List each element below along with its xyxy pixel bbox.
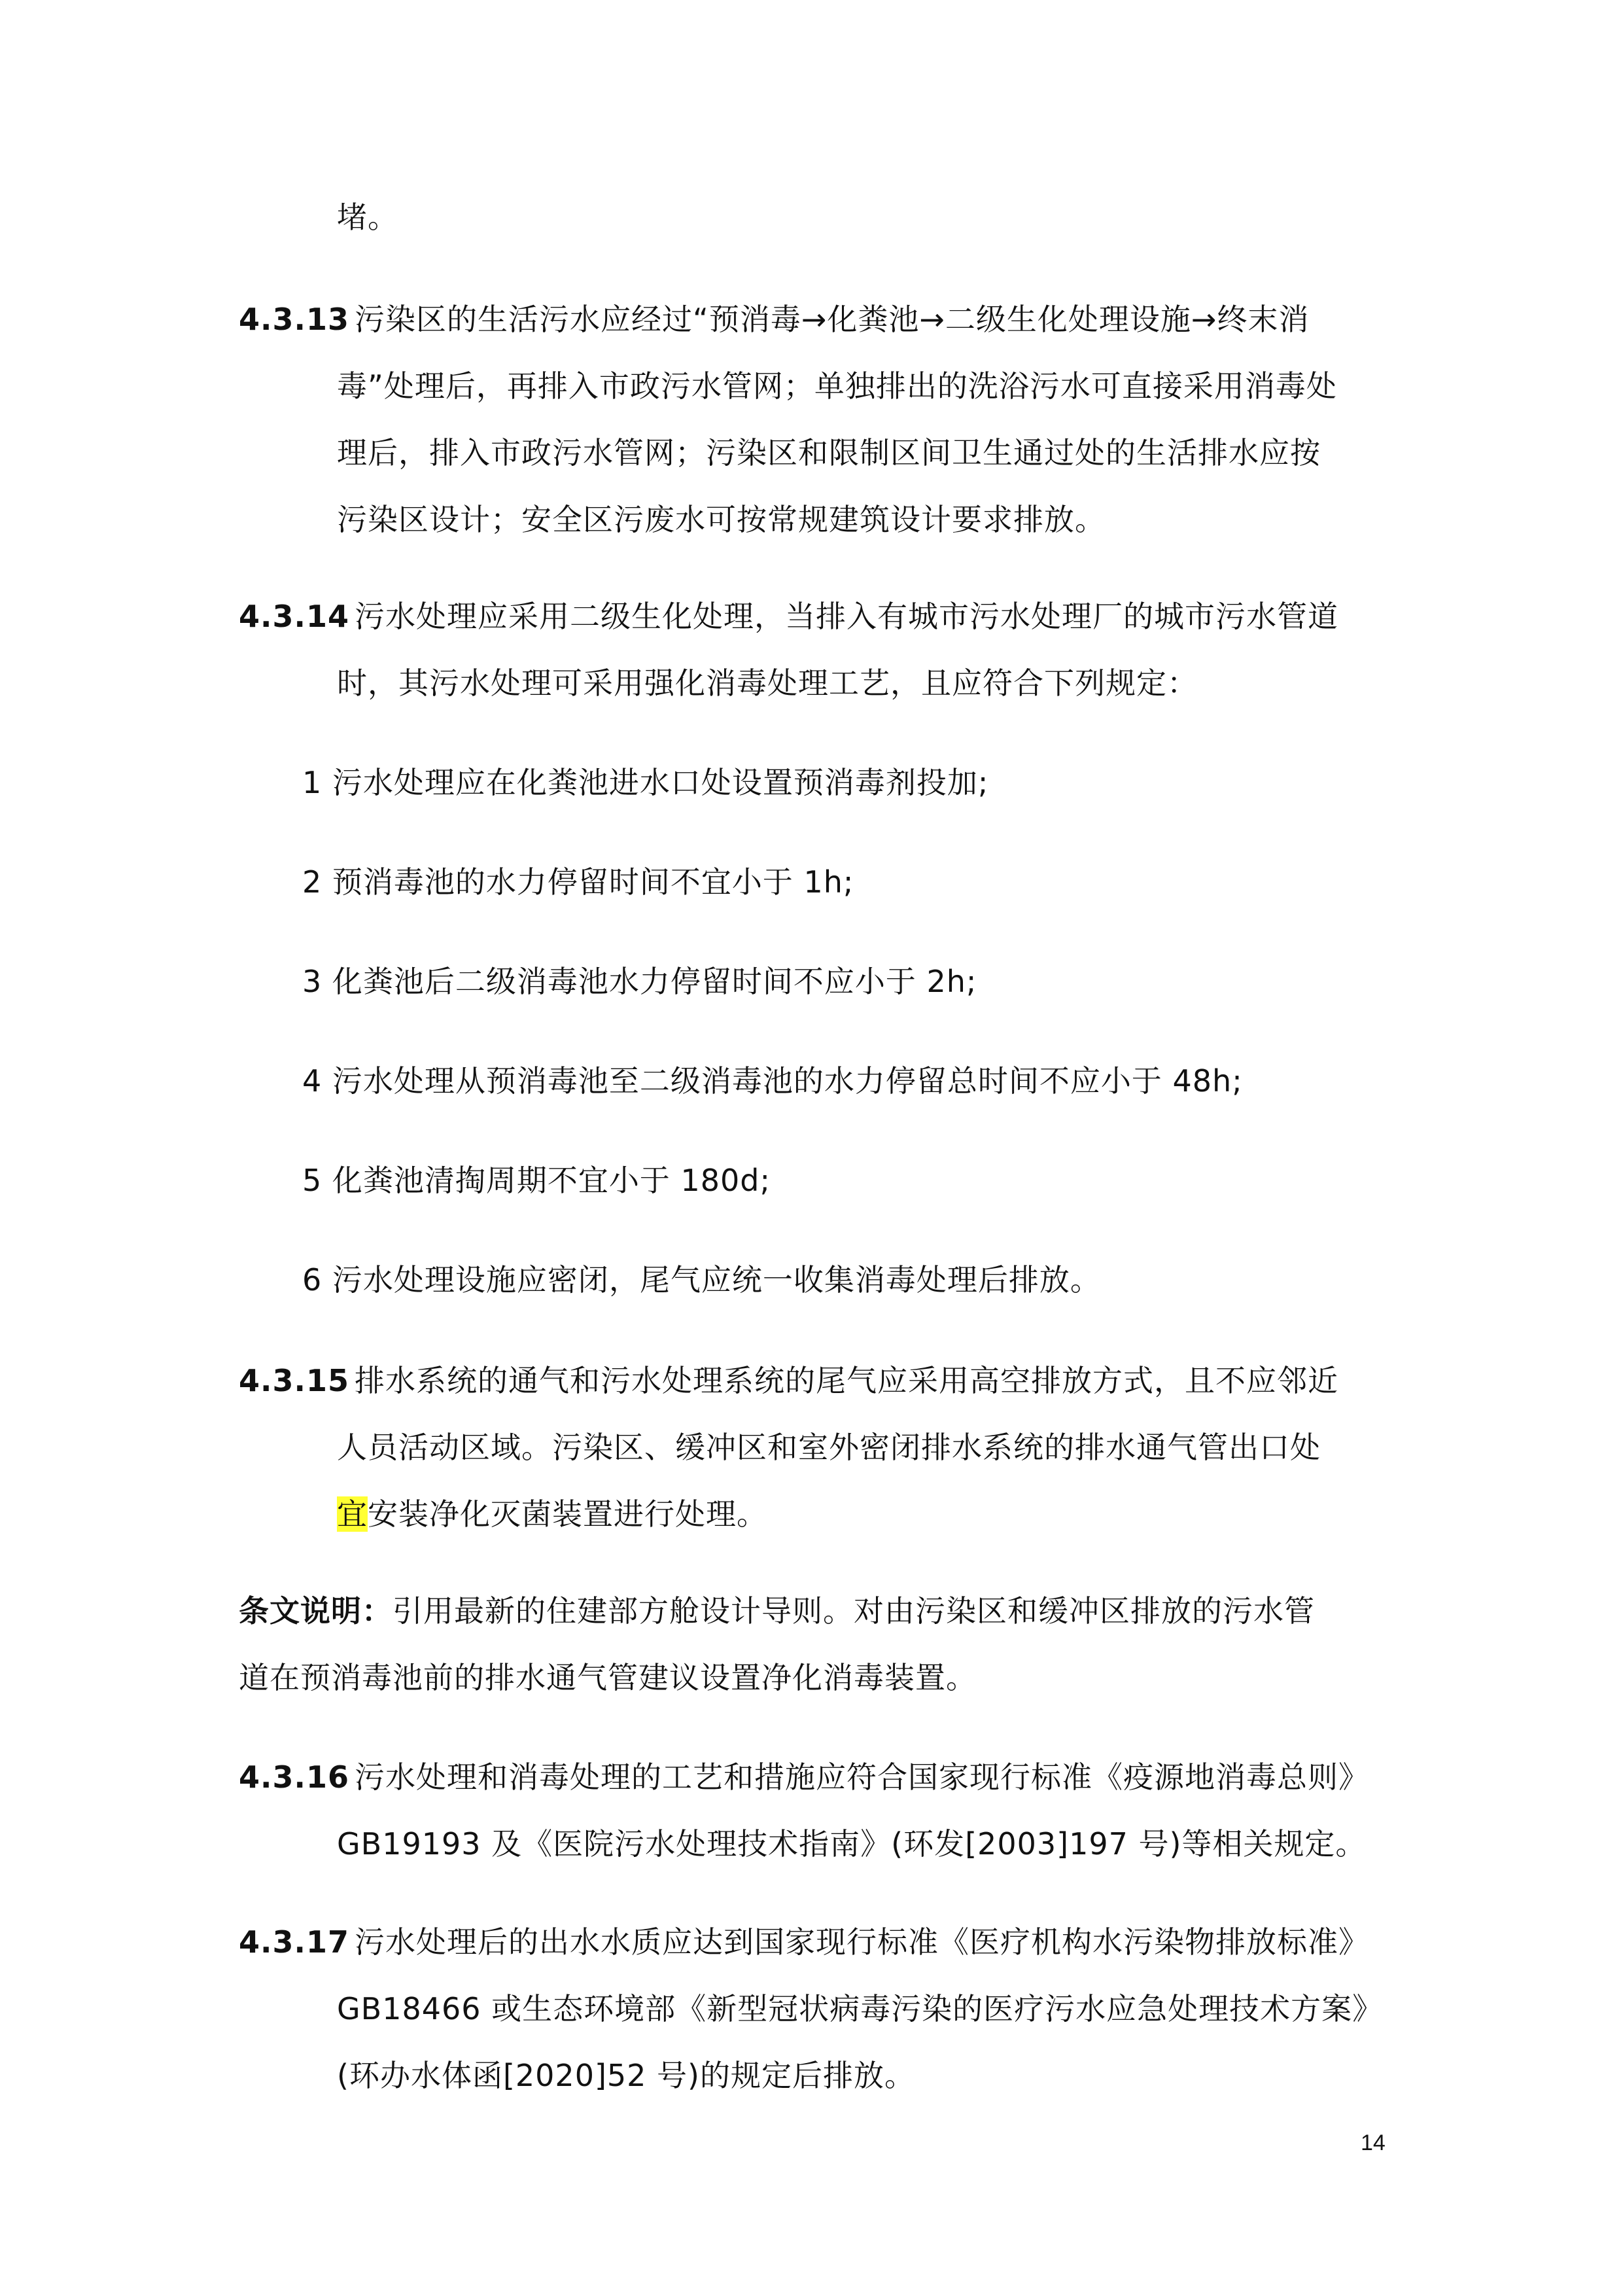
clause-4-3-15-line-2: 人员活动区域。污染区、缓冲区和室外密闭排水系统的排水通气管出口处 <box>337 1430 1321 1465</box>
list-item: 5 化粪池清掏周期不宜小于 180d; <box>302 1163 771 1198</box>
clause-4-3-15-line-3 <box>337 1494 767 1534</box>
clause-4-3-16-line-2: GB19193 及《医院污水处理技术指南》(环发[2003]197 号)等相关规定。 <box>337 1826 1367 1862</box>
explanation-text: 引用最新的住建部方舱设计导则。对由污染区和缓冲区排放的污水管 <box>393 1593 1315 1629</box>
top-fragment: 堵。 <box>337 200 398 235</box>
clause-4-3-17-line-2: GB18466 或生态环境部《新型冠状病毒污染的医疗污水应急处理技术方案》 <box>337 1991 1384 2026</box>
clause-4-3-14-line-1 <box>239 597 1338 636</box>
list-item: 6 污水处理设施应密闭，尾气应统一收集消毒处理后排放。 <box>302 1262 1101 1298</box>
clause-4-3-13-line-3: 理后，排入市政污水管网；污染区和限制区间卫生通过处的生活排水应按 <box>337 435 1321 470</box>
clause-text: 污水处理和消毒处理的工艺和措施应符合国家现行标准《疫源地消毒总则》 <box>354 1759 1369 1795</box>
clause-number: 4.3.13 <box>239 302 349 337</box>
clause-text: 污染区的生活污水应经过“预消毒→化粪池→二级生化处理设施→终末消 <box>354 302 1310 337</box>
clause-4-3-13-line-1 <box>239 300 1309 339</box>
clause-text: 污水处理后的出水水质应达到国家现行标准《医疗机构水污染物排放标准》 <box>354 1924 1369 1960</box>
clause-number: 4.3.14 <box>239 599 349 634</box>
clause-4-3-13-line-4: 污染区设计；安全区污废水可按常规建筑设计要求排放。 <box>337 502 1106 537</box>
explanation-label: 条文说明： <box>239 1593 393 1629</box>
clause-number: 4.3.15 <box>239 1363 349 1398</box>
clause-4-3-15-line-1 <box>239 1361 1338 1400</box>
clause-text: 排水系统的通气和污水处理系统的尾气应采用高空排放方式，且不应邻近 <box>354 1363 1338 1398</box>
list-item: 3 化粪池后二级消毒池水力停留时间不应小于 2h; <box>302 964 977 999</box>
clause-4-3-17-line-3: (环办水体函[2020]52 号)的规定后排放。 <box>337 2058 916 2093</box>
clause-text: 污水处理应采用二级生化处理，当排入有城市污水处理厂的城市污水管道 <box>354 599 1338 634</box>
clause-number: 4.3.16 <box>239 1759 349 1795</box>
clause-4-3-17-line-1 <box>239 1922 1369 1962</box>
clause-4-3-13-line-2: 毒”处理后，再排入市政污水管网；单独排出的洗浴污水可直接采用消毒处 <box>337 368 1337 404</box>
list-item: 1 污水处理应在化粪池进水口处设置预消毒剂投加; <box>302 765 989 800</box>
highlighted-text: 宜 <box>337 1496 368 1532</box>
clause-number: 4.3.17 <box>239 1924 349 1960</box>
list-item: 2 预消毒池的水力停留时间不宜小于 1h; <box>302 864 854 900</box>
explanation-line-2: 道在预消毒池前的排水通气管建议设置净化消毒装置。 <box>239 1660 977 1695</box>
clause-4-3-16-line-1 <box>239 1757 1369 1797</box>
list-item: 4 污水处理从预消毒池至二级消毒池的水力停留总时间不应小于 48h; <box>302 1063 1243 1099</box>
explanation-line-1 <box>239 1591 1315 1631</box>
page-number: 14 <box>1361 2130 1386 2155</box>
clause-4-3-14-line-2: 时，其污水处理可采用强化消毒处理工艺，且应符合下列规定： <box>337 665 1198 701</box>
clause-text: 安装净化灭菌装置进行处理。 <box>368 1496 767 1532</box>
